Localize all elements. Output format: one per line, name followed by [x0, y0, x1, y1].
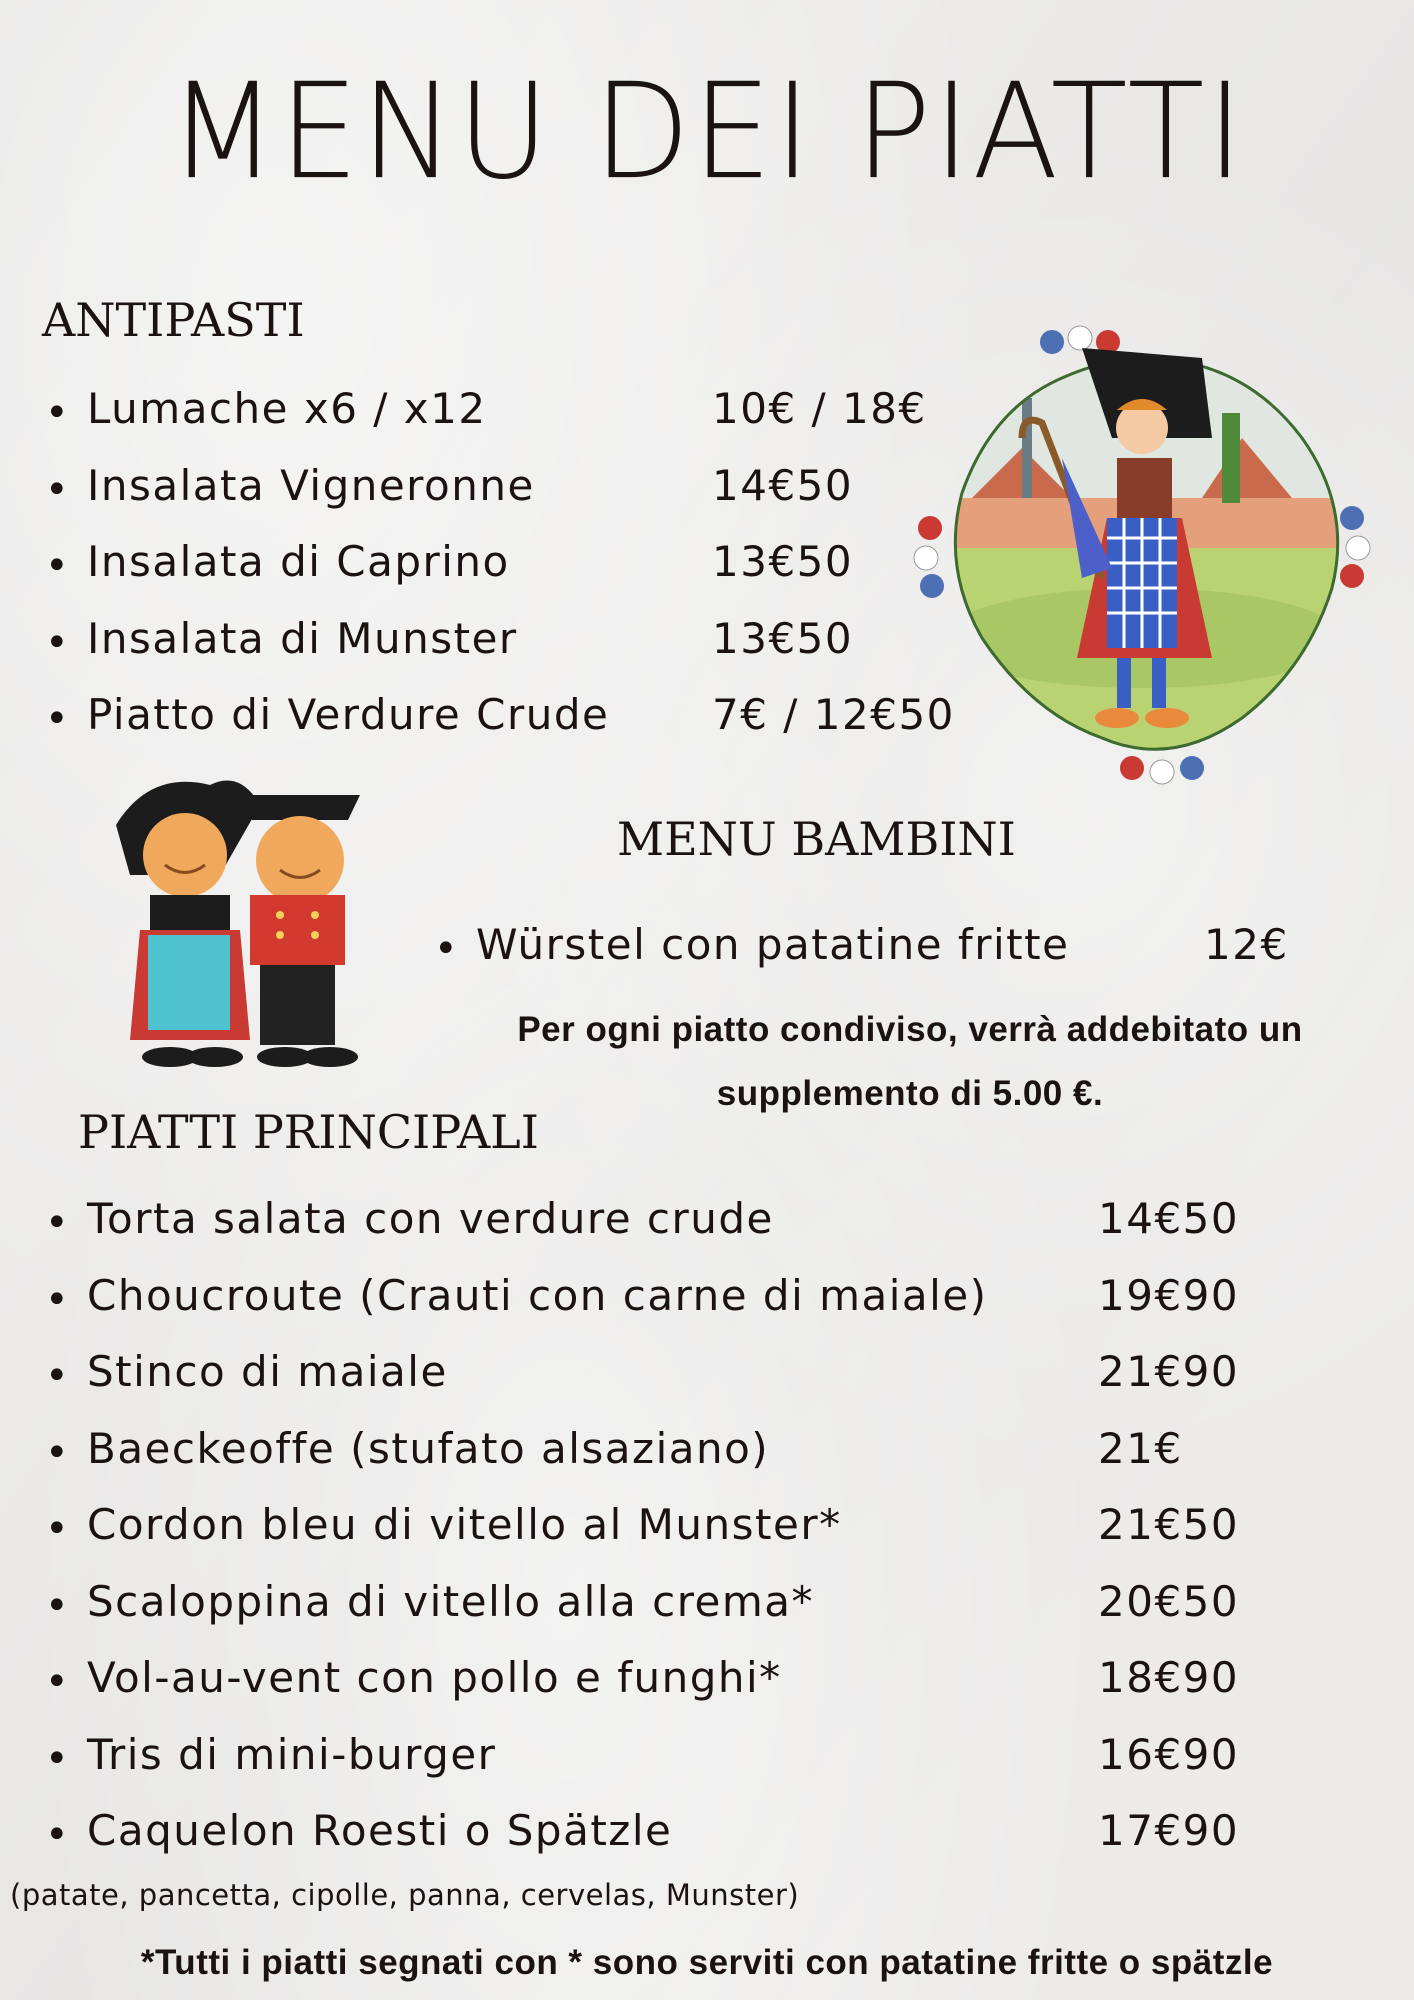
list-item	[434, 906, 1334, 983]
caquelon-ingredients-note: (patate, pancetta, cipolle, panna, cervelas, Munster)	[10, 1878, 800, 1912]
piatti-principali-list	[45, 1180, 1345, 1869]
list-item	[45, 370, 985, 447]
item-name: Lumache x6 / x12	[87, 384, 487, 433]
item-name: Caquelon Roesti o Spätzle	[87, 1806, 673, 1855]
antipasti-list	[45, 370, 985, 753]
item-price: 19€90	[1098, 1270, 1240, 1320]
bullet-icon: •	[45, 696, 71, 742]
shared-note-line1: Per ogni piatto condiviso, verrà addebitato un	[517, 1010, 1303, 1049]
item-name: Choucroute (Crauti con carne di maiale)	[87, 1270, 988, 1320]
item-name: Vol-au-vent con pollo e funghi*	[87, 1653, 782, 1702]
list-item	[45, 1563, 1345, 1640]
item-price: 7€ / 12€50	[712, 690, 955, 739]
bullet-icon: •	[45, 619, 71, 666]
bullet-icon: •	[45, 1353, 71, 1399]
footer-note: *Tutti i piatti segnati con * sono serviti con patatine fritte o spätzle	[140, 1943, 1274, 1982]
bullet-icon: •	[45, 1659, 71, 1705]
list-item	[45, 1257, 1345, 1334]
bullet-icon: •	[45, 466, 71, 513]
list-item	[45, 1639, 1345, 1716]
item-name: Cordon bleu di vitello al Munster*	[87, 1500, 842, 1549]
item-name: Baeckeoffe (stufato alsaziano)	[87, 1423, 770, 1473]
piatti-principali-heading: PIATTI PRINCIPALI	[78, 1105, 539, 1159]
list-item	[45, 600, 985, 677]
menu-bambini-heading: MENU BAMBINI	[617, 812, 1016, 866]
bullet-icon: •	[45, 1276, 71, 1323]
list-item	[45, 1792, 1345, 1869]
item-price: 21€	[1098, 1423, 1183, 1473]
list-item	[45, 676, 985, 753]
item-price: 14€50	[712, 460, 854, 510]
item-price: 13€50	[712, 537, 854, 586]
item-name: Scaloppina di vitello alla crema*	[87, 1576, 815, 1626]
item-price: 18€90	[1098, 1653, 1240, 1702]
item-name: Torta salata con verdure crude	[87, 1194, 774, 1243]
item-price: 16€90	[1098, 1729, 1240, 1779]
bullet-icon: •	[45, 390, 71, 436]
bullet-icon: •	[45, 1200, 71, 1246]
item-price: 12€	[1204, 920, 1289, 969]
item-name: Insalata di Munster	[87, 613, 518, 663]
bullet-icon: •	[434, 926, 460, 972]
list-item	[45, 523, 985, 600]
antipasti-heading: ANTIPASTI	[42, 293, 305, 347]
list-item	[45, 1410, 1345, 1487]
bullet-icon: •	[45, 1582, 71, 1629]
item-price: 13€50	[712, 613, 854, 663]
bullet-icon: •	[45, 543, 71, 589]
item-price: 21€90	[1098, 1347, 1240, 1396]
alsatian-couple-illustration	[110, 765, 365, 1070]
item-price: 14€50	[1098, 1194, 1240, 1243]
shared-note-line2: supplemento di 5.00 €.	[716, 1074, 1104, 1113]
alsatian-girl-illustration	[912, 318, 1372, 788]
item-name: Insalata Vigneronne	[87, 460, 535, 510]
list-item	[45, 447, 985, 524]
item-name: Piatto di Verdure Crude	[87, 690, 610, 739]
item-price: 20€50	[1098, 1576, 1240, 1626]
item-name: Tris di mini-burger	[87, 1729, 497, 1779]
bullet-icon: •	[45, 1506, 71, 1552]
list-item	[45, 1486, 1345, 1563]
bullet-icon: •	[45, 1429, 71, 1476]
menu-bambini-list	[434, 906, 1334, 983]
list-item	[45, 1180, 1345, 1257]
bullet-icon: •	[45, 1735, 71, 1782]
item-name: Würstel con patatine fritte	[476, 920, 1070, 969]
item-price: 21€50	[1098, 1500, 1240, 1549]
shared-dish-note	[410, 998, 1410, 1126]
item-price: 17€90	[1098, 1806, 1240, 1855]
item-name: Stinco di maiale	[87, 1347, 448, 1396]
page-title: MENU DEI PIATTI	[168, 54, 1246, 209]
list-item	[45, 1333, 1345, 1410]
item-name: Insalata di Caprino	[87, 537, 510, 586]
bullet-icon: •	[45, 1812, 71, 1858]
item-price: 10€ / 18€	[712, 384, 927, 433]
list-item	[45, 1716, 1345, 1793]
